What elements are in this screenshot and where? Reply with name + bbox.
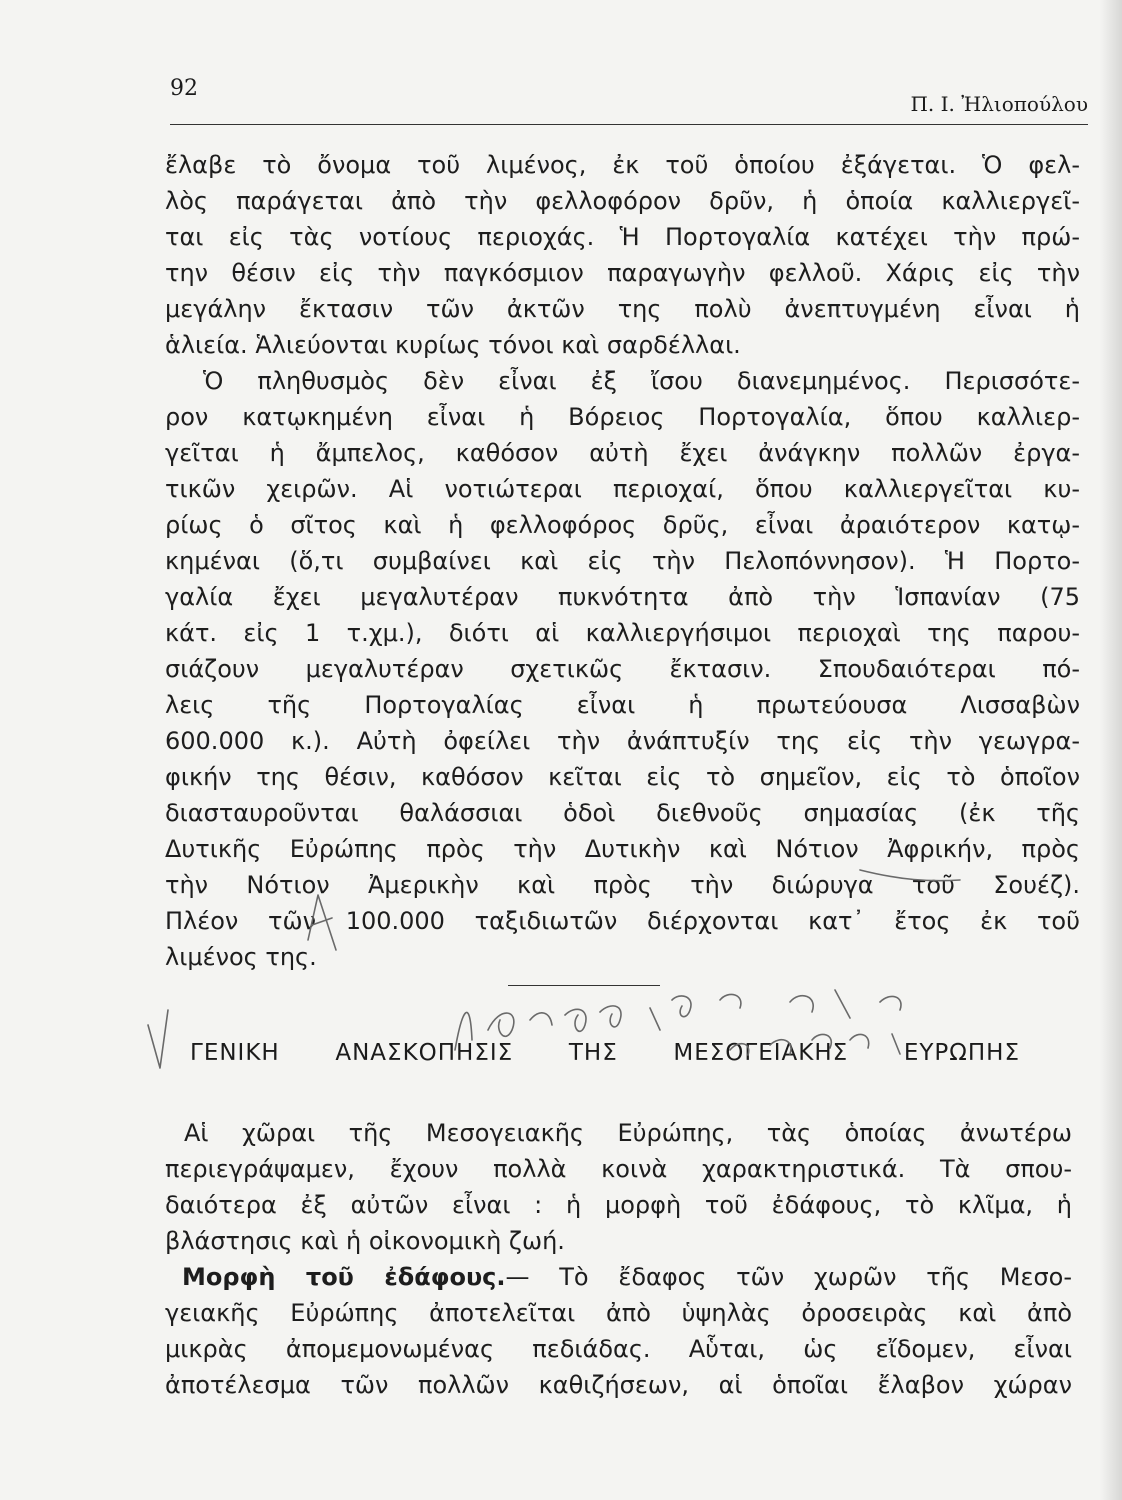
body-line: 600.000 κ.). Αὐτὴ ὀφείλει τὴν ἀνάπτυξίν της εἰς τὴν γεωγρα-	[165, 727, 1080, 755]
body-line: κάτ. εἰς 1 τ.χμ.), διότι αἱ καλλιεργήσιμοι περιοχαὶ της παρου-	[165, 619, 1080, 647]
page-edge-shadow	[1100, 0, 1122, 1500]
running-head: Π. Ι. Ἠλιοπούλου	[910, 92, 1088, 116]
body-line: λιμένος της.	[165, 943, 317, 971]
body-line: φικήν της θέσιν, καθόσον κεῖται εἰς τὸ σημεῖον, εἰς τὸ ὁποῖον	[165, 763, 1080, 791]
body-line: Πλέον τῶν 100.000 ταξιδιωτῶν διέρχονται κατ᾿ ἔτος ἐκ τοῦ	[165, 907, 1080, 935]
body-line: γαλία ἔχει μεγαλυτέραν πυκνότητα ἀπὸ τὴν Ἱσπανίαν (75	[165, 583, 1080, 611]
body-line: ρίως ὁ σῖτος καὶ ἡ φελλοφόρος δρῦς, εἶναι ἀραιότερον κατῳ-	[165, 511, 1080, 539]
body-line: ἔλαβε τὸ ὄνομα τοῦ λιμένος, ἐκ τοῦ ὁποίου ἐξάγεται. Ὁ φελ-	[165, 151, 1080, 179]
paragraph-first-line: Αἱ χῶραι τῆς Μεσογειακῆς Εὐρώπης, τὰς ὁποίας ἀνωτέρω	[184, 1119, 1072, 1147]
body-line: γειακῆς Εὐρώπης ἀποτελεῖται ἀπὸ ὑψηλὰς ὀροσειρὰς καὶ ἀπὸ	[165, 1299, 1072, 1327]
page-number: 92	[170, 76, 198, 101]
paragraph-first-line: Ὁ πληθυσμὸς δὲν εἶναι ἐξ ἴσου διανεμημένος. Περισσότε-	[203, 367, 1080, 395]
body-line: τὴν Νότιον Ἀμερικὴν καὶ πρὸς τὴν διώρυγα τοῦ Σουέζ).	[165, 871, 1080, 899]
subsection-text: — Τὸ ἔδαφος τῶν χωρῶν τῆς Μεσο-	[505, 1263, 1073, 1291]
body-line: λεις τῆς Πορτογαλίας εἶναι ἡ πρωτεύουσα Λισσαβὼν	[165, 691, 1080, 719]
page-header	[170, 70, 1088, 125]
body-line: ται εἰς τὰς νοτίους περιοχάς. Ἡ Πορτογαλία κατέχει τὴν πρώ-	[165, 223, 1080, 251]
body-line: μικρὰς ἀπομεμονωμένας πεδιάδας. Αὗται, ὡς εἴδομεν, εἶναι	[165, 1335, 1072, 1363]
body-line: ρον κατῳκημένη εἶναι ἡ Βόρειος Πορτογαλία, ὅπου καλλιερ-	[165, 403, 1080, 431]
body-line: την θέσιν εἰς τὴν παγκόσμιον παραγωγὴν φελλοῦ. Χάρις εἰς τὴν	[165, 259, 1080, 287]
body-line: δαιότερα ἐξ αὐτῶν εἶναι : ἡ μορφὴ τοῦ ἐδάφους, τὸ κλῖμα, ἡ	[165, 1191, 1072, 1219]
body-line: ἀποτέλεσμα τῶν πολλῶν καθιζήσεων, αἱ ὁποῖαι ἔλαβον χώραν	[165, 1371, 1072, 1399]
body-line: σιάζουν μεγαλυτέραν σχετικῶς ἔκτασιν. Σπουδαιότεραι πό-	[165, 655, 1080, 683]
body-line: λὸς παράγεται ἀπὸ τὴν φελλοφόρον δρῦν, ἡ ὁποία καλλιεργεῖ-	[165, 187, 1080, 215]
body-line: περιεγράψαμεν, ἔχουν πολλὰ κοινὰ χαρακτηριστικά. Τὰ σπου-	[165, 1155, 1072, 1183]
body-line: Δυτικῆς Εὐρώπης πρὸς τὴν Δυτικὴν καὶ Νότιον Ἀφρικήν, πρὸς	[165, 835, 1080, 863]
body-line: ἁλιεία. Ἁλιεύονται κυρίως τόνοι καὶ σαρδέλλαι.	[165, 331, 741, 359]
body-line: διασταυροῦνται θαλάσσιαι ὁδοὶ διεθνοῦς σημασίας (ἐκ τῆς	[165, 799, 1080, 827]
subsection-line	[182, 1262, 1072, 1292]
section-title: ΓΕΝΙΚΗ ΑΝΑΣΚΟΠΗΣΙΣ ΤΗΣ ΜΕΣΟΓΕΙΑΚΗΣ ΕΥΡΩΠΗΣ	[190, 1040, 1020, 1066]
subsection-heading: Μορφὴ τοῦ ἐδάφους.	[182, 1263, 506, 1291]
pencil-check-mark	[148, 1010, 168, 1068]
section-divider	[508, 985, 660, 986]
body-line: μεγάλην ἔκτασιν τῶν ἀκτῶν της πολὺ ἀνεπτυγμένη εἶναι ἡ	[165, 295, 1080, 323]
body-line: τικῶν χειρῶν. Αἱ νοτιώτεραι περιοχαί, ὅπου καλλιεργεῖται κυ-	[165, 475, 1080, 503]
body-line: γεῖται ἡ ἄμπελος, καθόσον αὐτὴ ἔχει ἀνάγκην πολλῶν ἐργα-	[165, 439, 1080, 467]
body-line: βλάστησις καὶ ἡ οἰκονομικὴ ζωή.	[165, 1227, 565, 1255]
body-line: κημέναι (ὅ,τι συμβαίνει καὶ εἰς τὴν Πελοπόννησον). Ἡ Πορτο-	[165, 547, 1080, 575]
